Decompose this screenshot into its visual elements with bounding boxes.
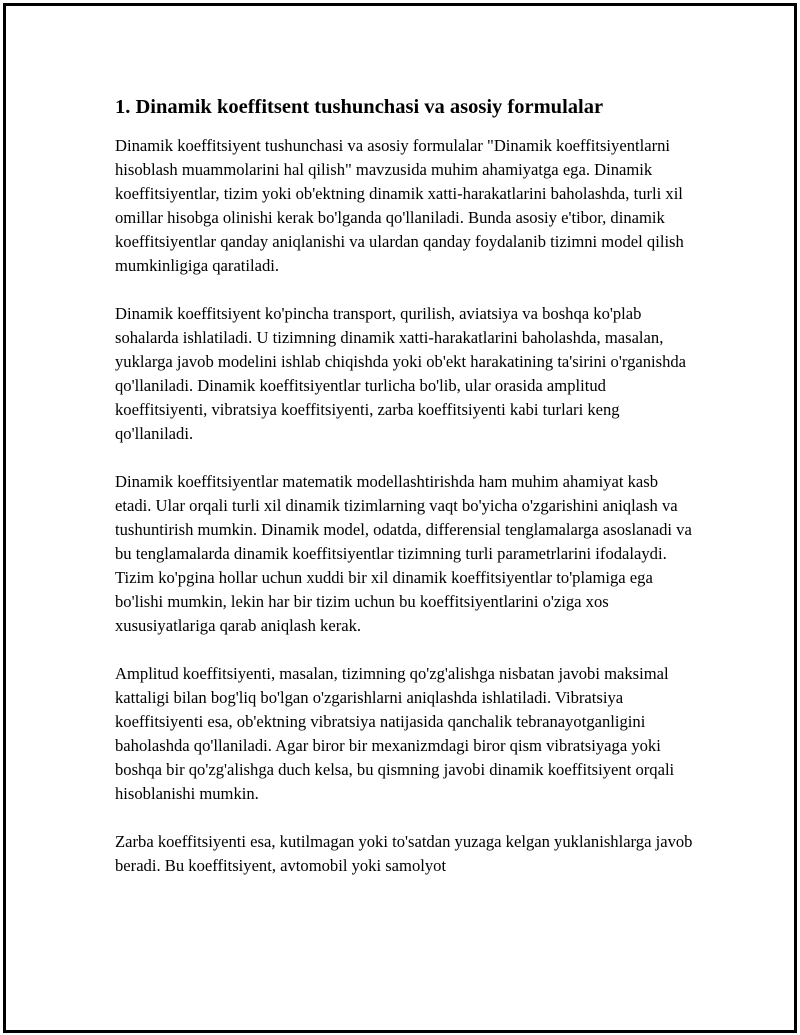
paragraph-3: Dinamik koeffitsiyentlar matematik modellashtirishda ham muhim ahamiyat kasb etadi. Ular orqali turli xil dinamik tizimlarning vaqt bo'yicha o'zgarishini aniqlash va tushuntirish mumkin. Dinamik model, odatda, differensial tenglamalarga asoslanadi va bu tenglamalarda dinamik koeffitsiyentlar tizimning turli parametrlarini ifodalaydi. Tizim ko'pgina hollar uchun xuddi bir xil dinamik koeffitsiyentlar to'plamiga ega bo'lishi mumkin, lekin har bir tizim uchun bu koeffitsiyentlarini o'ziga xos xususiyatlariga qarab aniqlash kerak. — [115, 472, 692, 635]
section-heading: 1. Dinamik koeffitsent tushunchasi va asosiy formulalar — [115, 96, 604, 118]
paragraph-5: Zarba koeffitsiyenti esa, kutilmagan yoki to'satdan yuzaga kelgan yuklanishlarga javob beradi. Bu koeffitsiyent, avtomobil yoki samolyot — [115, 832, 693, 875]
paragraph-1: Dinamik koeffitsiyent tushunchasi va asosiy formulalar "Dinamik koeffitsiyentlarni hisoblash muammolarini hal qilish" mavzusida muhim ahamiyatga ega. Dinamik koeffitsiyentlar, tizim yoki ob'ektning dinamik xatti-harakatlarini baholashda, turli xil omillar hisobga olinishi kerak bo'lganda qo'llaniladi. Bunda asosiy e'tibor, dinamik koeffitsiyentlar qanday aniqlanishi va ulardan qanday foydalanib tizimni model qilish mumkinligiga qaratiladi. — [115, 136, 684, 275]
document-body — [115, 93, 695, 878]
paragraph-2: Dinamik koeffitsiyent ko'pincha transport, qurilish, aviatsiya va boshqa ko'plab sohalarda ishlatiladi. U tizimning dinamik xatti-harakatlarini baholashda, masalan, yuklarga javob modelini ishlab chiqishda yoki ob'ekt harakatining ta'sirini o'rganishda qo'llaniladi. Dinamik koeffitsiyentlar turlicha bo'lib, ular orasida amplitud koeffitsiyenti, vibratsiya koeffitsiyenti, zarba koeffitsiyenti kabi turlari keng qo'llaniladi. — [115, 304, 687, 443]
paragraph-4: Amplitud koeffitsiyenti, masalan, tizimning qo'zg'alishga nisbatan javobi maksimal kattaligi bilan bog'liq bo'lgan o'zgarishlarni aniqlashda ishlatiladi. Vibratsiya koeffitsiyenti esa, ob'ektning vibratsiya natijasida qanchalik tebranayotganligini baholashda qo'llaniladi. Agar biror bir mexanizmdagi biror qism vibratsiyaga yoki boshqa bir qo'zg'alishga duch kelsa, bu qismning javobi dinamik koeffitsiyent orqali hisoblanishi mumkin. — [115, 664, 675, 803]
